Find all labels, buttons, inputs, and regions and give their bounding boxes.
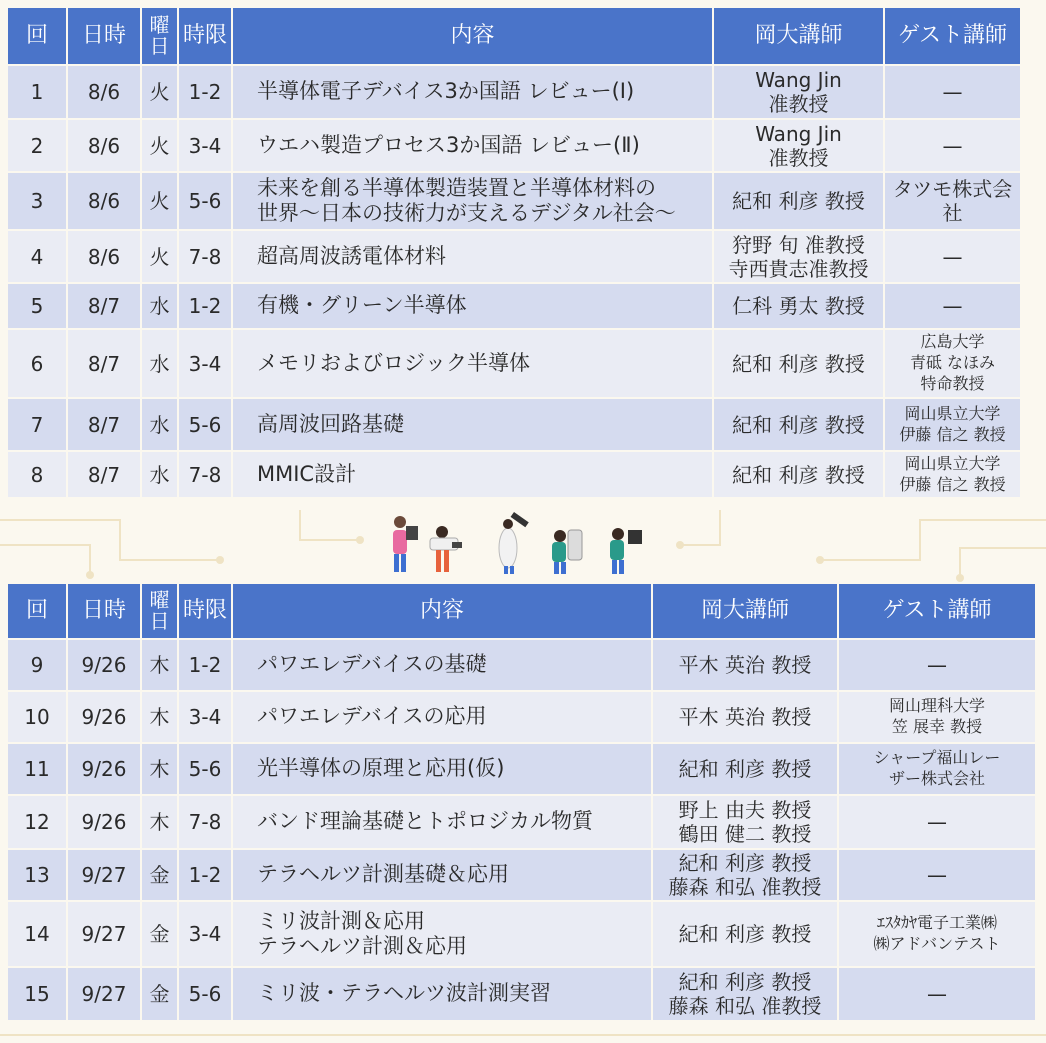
session-day: 木: [142, 796, 177, 848]
session-period: 5-6: [179, 173, 231, 229]
session-period: 7-8: [179, 231, 231, 282]
header-guest-lecturer: ゲスト講師: [885, 8, 1020, 64]
session-period: 3-4: [179, 692, 231, 742]
session-period: 7-8: [179, 796, 231, 848]
session-number: 5: [8, 284, 66, 328]
guest-lecturer: —: [839, 968, 1035, 1020]
table-row: [8, 968, 1035, 1020]
header-period: 時限: [179, 584, 231, 638]
session-day: 水: [142, 284, 177, 328]
session-period: 1-2: [179, 66, 231, 118]
session-day: 火: [142, 231, 177, 282]
session-date: 8/6: [68, 231, 140, 282]
okayama-lecturer: 紀和 利彦 教授: [714, 330, 883, 397]
session-number: 9: [8, 640, 66, 690]
okayama-lecturer: 紀和 利彦 教授: [653, 744, 837, 794]
session-content: パワエレデバイスの基礎: [233, 640, 651, 690]
session-number: 15: [8, 968, 66, 1020]
header-guest-lecturer: ゲスト講師: [839, 584, 1035, 638]
session-day: 金: [142, 902, 177, 966]
okayama-lecturer: 紀和 利彦 教授: [714, 399, 883, 450]
table-row: [8, 231, 1020, 282]
header-content: 内容: [233, 8, 712, 64]
table-row: [8, 399, 1020, 450]
table-row: [8, 640, 1035, 690]
session-period: 1-2: [179, 850, 231, 900]
okayama-lecturer: 紀和 利彦 教授: [714, 173, 883, 229]
table-row: [8, 850, 1035, 900]
table-row: [8, 120, 1020, 171]
session-content: ウエハ製造プロセス3か国語 レビュー(Ⅱ): [233, 120, 712, 171]
header-day: 曜 日: [142, 584, 177, 638]
session-number: 1: [8, 66, 66, 118]
guest-lecturer: —: [839, 640, 1035, 690]
session-period: 3-4: [179, 120, 231, 171]
header-no: 回: [8, 8, 66, 64]
session-period: 5-6: [179, 968, 231, 1020]
table-row: [8, 796, 1035, 848]
guest-lecturer: —: [885, 66, 1020, 118]
okayama-lecturer: Wang Jin 准教授: [714, 66, 883, 118]
session-day: 水: [142, 399, 177, 450]
person-1-icon: [393, 516, 418, 572]
session-date: 9/27: [68, 968, 140, 1020]
guest-lecturer: —: [839, 850, 1035, 900]
session-number: 4: [8, 231, 66, 282]
session-number: 3: [8, 173, 66, 229]
session-period: 1-2: [179, 284, 231, 328]
session-date: 8/6: [68, 173, 140, 229]
table-row: [8, 692, 1035, 742]
table-row: [8, 902, 1035, 966]
session-period: 5-6: [179, 399, 231, 450]
session-day: 木: [142, 640, 177, 690]
okayama-lecturer: 紀和 利彦 教授 藤森 和弘 准教授: [653, 968, 837, 1020]
table-row: [8, 330, 1020, 397]
guest-lecturer: 岡山県立大学 伊藤 信之 教授: [885, 399, 1020, 450]
session-day: 火: [142, 173, 177, 229]
guest-lecturer: 岡山県立大学 伊藤 信之 教授: [885, 452, 1020, 497]
okayama-lecturer: 紀和 利彦 教授: [653, 902, 837, 966]
session-content: テラヘルツ計測基礎＆応用: [233, 850, 651, 900]
session-content: メモリおよびロジック半導体: [233, 330, 712, 397]
session-day: 火: [142, 120, 177, 171]
session-date: 9/26: [68, 692, 140, 742]
session-day: 金: [142, 968, 177, 1020]
guest-lecturer: —: [885, 120, 1020, 171]
header-content: 内容: [233, 584, 651, 638]
session-content: ミリ波・テラヘルツ波計測実習: [233, 968, 651, 1020]
table-row: [8, 744, 1035, 794]
session-day: 金: [142, 850, 177, 900]
header-no: 回: [8, 584, 66, 638]
session-number: 11: [8, 744, 66, 794]
okayama-lecturer: Wang Jin 准教授: [714, 120, 883, 171]
session-period: 3-4: [179, 902, 231, 966]
guest-lecturer: 広島大学 青砥 なほみ 特命教授: [885, 330, 1020, 397]
person-5-icon: [610, 528, 642, 574]
session-period: 3-4: [179, 330, 231, 397]
table-row: [8, 66, 1020, 118]
session-period: 7-8: [179, 452, 231, 497]
session-number: 13: [8, 850, 66, 900]
session-date: 9/26: [68, 744, 140, 794]
schedule-table-1: [6, 6, 1022, 499]
okayama-lecturer: 狩野 旬 准教授 寺西貴志准教授: [714, 231, 883, 282]
session-number: 8: [8, 452, 66, 497]
okayama-lecturer: 野上 由夫 教授 鶴田 健二 教授: [653, 796, 837, 848]
person-3-icon: [499, 512, 529, 574]
session-date: 8/6: [68, 120, 140, 171]
schedule-table-2: [6, 582, 1037, 1022]
header-period: 時限: [179, 8, 231, 64]
okayama-lecturer: 平木 英治 教授: [653, 640, 837, 690]
guest-lecturer: —: [885, 284, 1020, 328]
session-content: 半導体電子デバイス3か国語 レビュー(Ⅰ): [233, 66, 712, 118]
table-row: [8, 284, 1020, 328]
people-with-chips-illustration: [380, 508, 680, 578]
session-number: 2: [8, 120, 66, 171]
session-number: 7: [8, 399, 66, 450]
guest-lecturer: シャープ福山レー ザー株式会社: [839, 744, 1035, 794]
guest-lecturer: —: [839, 796, 1035, 848]
session-date: 9/26: [68, 640, 140, 690]
session-number: 12: [8, 796, 66, 848]
session-content: 超高周波誘電体材料: [233, 231, 712, 282]
header-okayama-lecturer: 岡大講師: [714, 8, 883, 64]
guest-lecturer: タツモ株式会社: [885, 173, 1020, 229]
session-content: 有機・グリーン半導体: [233, 284, 712, 328]
person-4-icon: [552, 530, 582, 574]
session-number: 14: [8, 902, 66, 966]
session-date: 8/7: [68, 452, 140, 497]
okayama-lecturer: 紀和 利彦 教授 藤森 和弘 准教授: [653, 850, 837, 900]
session-content: パワエレデバイスの応用: [233, 692, 651, 742]
session-day: 水: [142, 452, 177, 497]
header-day: 曜 日: [142, 8, 177, 64]
session-date: 9/27: [68, 902, 140, 966]
session-day: 火: [142, 66, 177, 118]
session-period: 1-2: [179, 640, 231, 690]
header-date: 日時: [68, 8, 140, 64]
okayama-lecturer: 紀和 利彦 教授: [714, 452, 883, 497]
session-number: 10: [8, 692, 66, 742]
session-content: 光半導体の原理と応用(仮): [233, 744, 651, 794]
session-number: 6: [8, 330, 66, 397]
session-period: 5-6: [179, 744, 231, 794]
table-header-row: [8, 584, 1035, 638]
session-date: 8/7: [68, 330, 140, 397]
okayama-lecturer: 仁科 勇太 教授: [714, 284, 883, 328]
guest-lecturer: 岡山理科大学 笠 展幸 教授: [839, 692, 1035, 742]
session-date: 9/26: [68, 796, 140, 848]
session-content: バンド理論基礎とトポロジカル物質: [233, 796, 651, 848]
session-day: 木: [142, 744, 177, 794]
header-okayama-lecturer: 岡大講師: [653, 584, 837, 638]
table-row: [8, 452, 1020, 497]
guest-lecturer: ｴｽﾀｶﾔ電子工業㈱ ㈱アドバンテスト: [839, 902, 1035, 966]
session-content: MMIC設計: [233, 452, 712, 497]
session-date: 8/6: [68, 66, 140, 118]
guest-lecturer: —: [885, 231, 1020, 282]
session-date: 8/7: [68, 399, 140, 450]
okayama-lecturer: 平木 英治 教授: [653, 692, 837, 742]
session-content: 高周波回路基礎: [233, 399, 712, 450]
table-header-row: [8, 8, 1020, 64]
person-2-icon: [430, 526, 462, 572]
session-day: 木: [142, 692, 177, 742]
table-row: [8, 173, 1020, 229]
session-date: 8/7: [68, 284, 140, 328]
header-date: 日時: [68, 584, 140, 638]
session-content: 未来を創る半導体製造装置と半導体材料の 世界～日本の技術力が支えるデジタル社会～: [233, 173, 712, 229]
session-content: ミリ波計測＆応用 テラヘルツ計測＆応用: [233, 902, 651, 966]
session-day: 水: [142, 330, 177, 397]
session-date: 9/27: [68, 850, 140, 900]
